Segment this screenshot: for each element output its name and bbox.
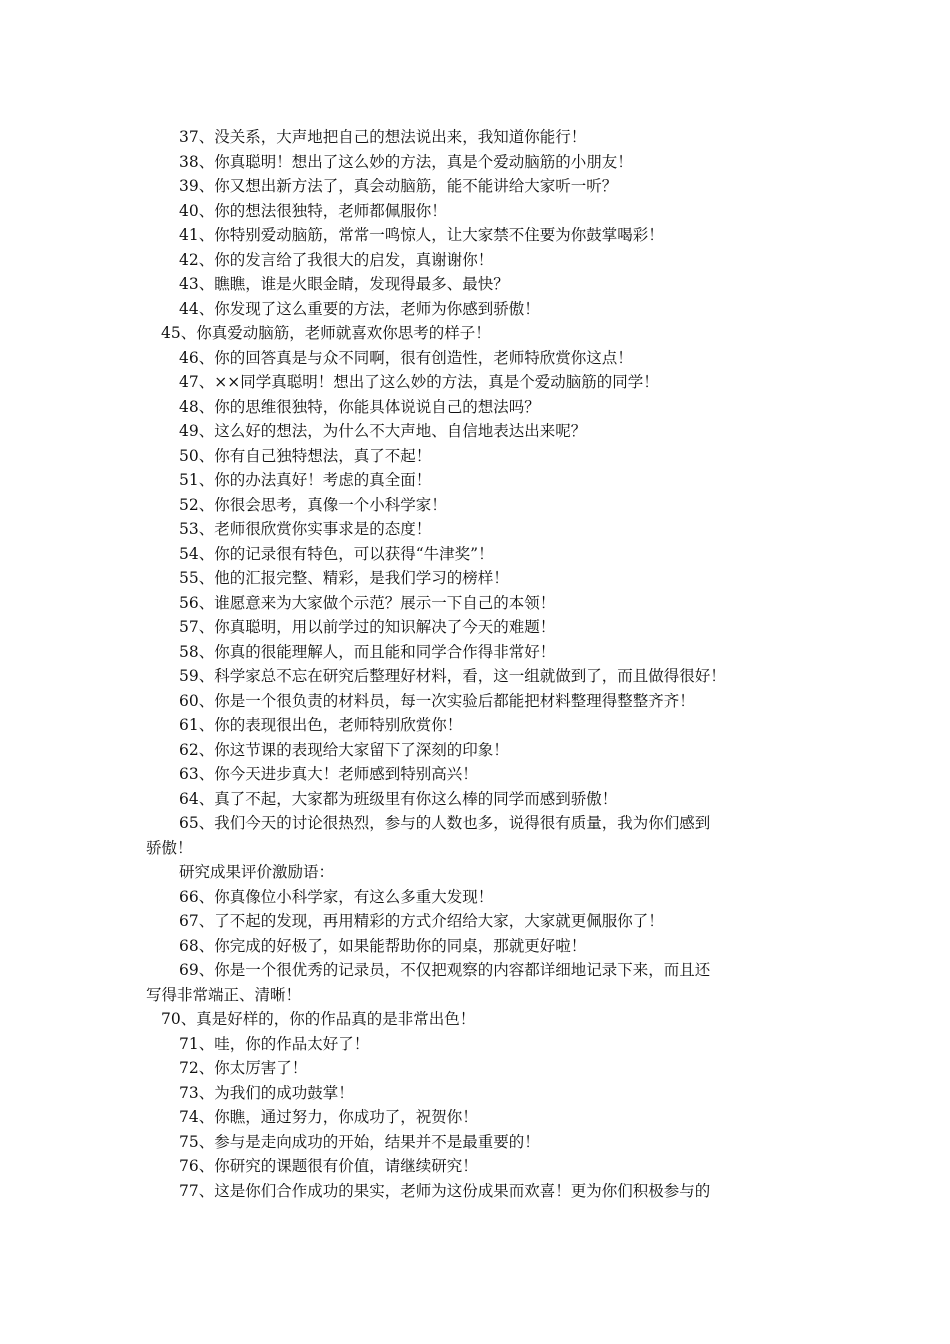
text-line: 45、你真爱动脑筋，老师就喜欢你思考的样子！ bbox=[161, 324, 491, 342]
text-line: 研究成果评价激励语： bbox=[179, 863, 335, 881]
text-line: 77、这是你们合作成功的果实，老师为这份成果而欢喜！更为你们积极参与的 bbox=[179, 1181, 711, 1200]
text-line: 52、你很会思考，真像一个小科学家！ bbox=[179, 495, 447, 514]
text-line: 74、你瞧，通过努力，你成功了，祝贺你！ bbox=[179, 1108, 478, 1126]
text-line: 69、你是一个很优秀的记录员，不仅把观察的内容都详细地记录下来，而且还 bbox=[179, 961, 711, 979]
text-line: 73、为我们的成功鼓掌！ bbox=[179, 1083, 354, 1102]
text-line: 51、你的办法真好！考虑的真全面！ bbox=[179, 471, 432, 489]
text-line: 72、你太厉害了！ bbox=[179, 1059, 308, 1077]
text-line: 55、他的汇报完整、精彩，是我们学习的榜样！ bbox=[179, 569, 509, 587]
text-line: 44、你发现了这么重要的方法，老师为你感到骄傲！ bbox=[179, 299, 540, 318]
text-line: 68、你完成的好极了，如果能帮助你的同桌，那就更好啦！ bbox=[179, 936, 587, 955]
text-line: 67、了不起的发现，再用精彩的方式介绍给大家，大家就更佩服你了！ bbox=[179, 912, 664, 930]
text-line: 48、你的思维很独特，你能具体说说自己的想法吗？ bbox=[179, 397, 540, 416]
text-line: 42、你的发言给了我很大的启发，真谢谢你！ bbox=[179, 250, 494, 269]
text-line: 60、你是一个很负责的材料员，每一次实验后都能把材料整理得整整齐齐！ bbox=[179, 691, 695, 710]
text-line: 43、瞧瞧，谁是火眼金睛，发现得最多、最快？ bbox=[179, 275, 509, 293]
text-line: 61、你的表现很出色，老师特别欣赏你！ bbox=[179, 716, 463, 734]
text-line: 66、你真像位小科学家，有这么多重大发现！ bbox=[179, 887, 494, 906]
text-line: 58、你真的很能理解人，而且能和同学合作得非常好！ bbox=[179, 642, 556, 661]
text-line: 38、你真聪明！想出了这么妙的方法，真是个爱动脑筋的小朋友！ bbox=[179, 152, 633, 171]
text-line: 47、××同学真聪明！想出了这么妙的方法，真是个爱动脑筋的同学！ bbox=[179, 373, 659, 391]
text-line: 56、谁愿意来为大家做个示范？展示一下自己的本领！ bbox=[179, 593, 556, 612]
text-line: 59、科学家总不忘在研究后整理好材料，看，这一组就做到了，而且做得很好！ bbox=[179, 667, 726, 685]
text-line: 53、老师很欣赏你实事求是的态度！ bbox=[179, 520, 432, 538]
text-line: 76、你研究的课题很有价值，请继续研究！ bbox=[179, 1157, 478, 1175]
text-line: 75、参与是走向成功的开始，结果并不是最重要的！ bbox=[179, 1132, 540, 1151]
text-line: 40、你的想法很独特，老师都佩服你！ bbox=[179, 201, 447, 220]
text-line: 71、哇，你的作品太好了！ bbox=[179, 1034, 370, 1053]
text-line: 骄傲！ bbox=[146, 838, 193, 857]
text-line: 39、你又想出新方法了，真会动脑筋，能不能讲给大家听一听？ bbox=[179, 177, 618, 195]
text-line: 46、你的回答真是与众不同啊，很有创造性，老师特欣赏你这点！ bbox=[179, 348, 633, 367]
text-line: 62、你这节课的表现给大家留下了深刻的印象！ bbox=[179, 740, 509, 759]
text-line: 63、你今天进步真大！老师感到特别高兴！ bbox=[179, 765, 478, 783]
text-line: 50、你有自己独特想法，真了不起！ bbox=[179, 446, 432, 465]
text-line: 54、你的记录很有特色，可以获得“牛津奖”！ bbox=[179, 544, 494, 563]
text-line: 64、真了不起，大家都为班级里有你这么棒的同学而感到骄傲！ bbox=[179, 789, 618, 808]
text-line: 65、我们今天的讨论很热烈，参与的人数也多，说得很有质量，我为你们感到 bbox=[179, 814, 711, 832]
text-line: 57、你真聪明，用以前学过的知识解决了今天的难题！ bbox=[179, 618, 556, 636]
document-body bbox=[146, 125, 826, 1203]
text-line: 49、这么好的想法，为什么不大声地、自信地表达出来呢？ bbox=[179, 422, 587, 440]
text-line: 37、没关系，大声地把自己的想法说出来，我知道你能行！ bbox=[179, 128, 587, 146]
text-line: 41、你特别爱动脑筋，常常一鸣惊人，让大家禁不住要为你鼓掌喝彩！ bbox=[179, 226, 664, 244]
text-line: 写得非常端正、清晰！ bbox=[146, 985, 302, 1004]
text-line: 70、真是好样的，你的作品真的是非常出色！ bbox=[161, 1010, 476, 1028]
